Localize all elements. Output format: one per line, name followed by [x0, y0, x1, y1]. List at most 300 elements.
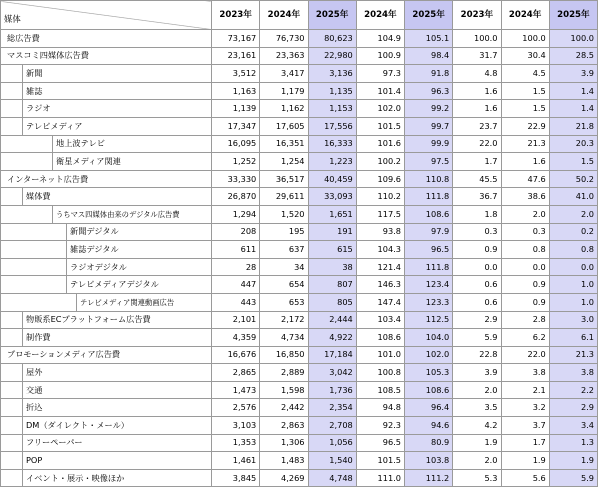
table-row: [1, 170, 598, 188]
year-header: 2024年: [260, 1, 308, 30]
row-label: インターネット広告費: [7, 173, 89, 184]
value-cell: 654: [260, 276, 308, 294]
row-label-cell: [1, 117, 212, 135]
value-cell: 2,708: [308, 417, 356, 435]
row-label: POP: [26, 455, 43, 466]
table-row: [1, 82, 598, 100]
value-cell: 110.8: [405, 170, 453, 188]
indent-spacer: [4, 83, 23, 100]
value-cell: 1,473: [212, 381, 260, 399]
value-cell: 21.3: [501, 135, 549, 153]
value-cell: 21.3: [549, 346, 597, 364]
value-cell: 17,184: [308, 346, 356, 364]
year-header: 2025年: [549, 1, 597, 30]
corner-label: 媒体: [4, 14, 21, 24]
value-cell: 2,444: [308, 311, 356, 329]
value-cell: 2,889: [260, 364, 308, 382]
value-cell: 4,922: [308, 329, 356, 347]
value-cell: 1.5: [549, 153, 597, 171]
value-cell: 3.0: [549, 311, 597, 329]
value-cell: 98.4: [405, 47, 453, 65]
value-cell: 3,417: [260, 65, 308, 83]
value-cell: 0.2: [549, 223, 597, 241]
value-cell: 100.0: [549, 30, 597, 48]
value-cell: 615: [308, 241, 356, 259]
indent-spacer: [4, 241, 67, 258]
value-cell: 2.2: [549, 381, 597, 399]
value-cell: 100.0: [453, 30, 501, 48]
row-label-cell: [1, 30, 212, 48]
value-cell: 2,442: [260, 399, 308, 417]
value-cell: 30.4: [501, 47, 549, 65]
value-cell: 0.3: [453, 223, 501, 241]
value-cell: 3,042: [308, 364, 356, 382]
value-cell: 94.8: [356, 399, 404, 417]
value-cell: 101.5: [356, 452, 404, 470]
value-cell: 1.8: [453, 205, 501, 223]
value-cell: 1.0: [549, 293, 597, 311]
value-cell: 653: [260, 293, 308, 311]
value-cell: 1,254: [260, 153, 308, 171]
value-cell: 4.2: [453, 417, 501, 435]
value-cell: 3,512: [212, 65, 260, 83]
value-cell: 96.3: [405, 82, 453, 100]
value-cell: 108.6: [405, 381, 453, 399]
row-label: 雑誌: [26, 85, 43, 96]
value-cell: 1,651: [308, 205, 356, 223]
indent-spacer: [4, 364, 23, 381]
row-label-cell: [1, 346, 212, 364]
value-cell: 22,980: [308, 47, 356, 65]
value-cell: 45.5: [453, 170, 501, 188]
value-cell: 1.5: [501, 100, 549, 118]
value-cell: 1.4: [549, 100, 597, 118]
value-cell: 97.5: [405, 153, 453, 171]
indent-spacer: [4, 435, 23, 452]
table-row: [1, 100, 598, 118]
indent-spacer: [4, 329, 23, 346]
value-cell: 0.6: [453, 293, 501, 311]
header-row: [1, 1, 598, 30]
value-cell: 101.5: [356, 117, 404, 135]
table-row: [1, 135, 598, 153]
value-cell: 3.9: [453, 364, 501, 382]
table-row: [1, 205, 598, 223]
value-cell: 111.8: [405, 188, 453, 206]
table-row: [1, 241, 598, 259]
table-row: [1, 417, 598, 435]
table-row: [1, 258, 598, 276]
value-cell: 34: [260, 258, 308, 276]
value-cell: 1,139: [212, 100, 260, 118]
value-cell: 29,611: [260, 188, 308, 206]
indent-spacer: [4, 136, 53, 153]
value-cell: 16,676: [212, 346, 260, 364]
value-cell: 38: [308, 258, 356, 276]
value-cell: 99.7: [405, 117, 453, 135]
value-cell: 2.0: [501, 205, 549, 223]
row-label-cell: [1, 47, 212, 65]
value-cell: 5.3: [453, 469, 501, 487]
year-header: 2025年: [405, 1, 453, 30]
value-cell: 6.1: [549, 329, 597, 347]
row-label: イベント・展示・映像ほか: [26, 472, 125, 483]
table-row: [1, 399, 598, 417]
value-cell: 23.7: [453, 117, 501, 135]
value-cell: 1.4: [549, 82, 597, 100]
value-cell: 111.2: [405, 469, 453, 487]
value-cell: 105.3: [405, 364, 453, 382]
indent-spacer: [4, 65, 23, 82]
value-cell: 1,223: [308, 153, 356, 171]
value-cell: 1.6: [501, 153, 549, 171]
value-cell: 2,101: [212, 311, 260, 329]
value-cell: 104.3: [356, 241, 404, 259]
indent-spacer: [4, 259, 67, 276]
table-row: [1, 30, 598, 48]
value-cell: 20.3: [549, 135, 597, 153]
value-cell: 2,354: [308, 399, 356, 417]
value-cell: 16,850: [260, 346, 308, 364]
value-cell: 0.9: [501, 276, 549, 294]
row-label-cell: [1, 241, 212, 259]
row-label-cell: [1, 223, 212, 241]
value-cell: 36,517: [260, 170, 308, 188]
value-cell: 3,136: [308, 65, 356, 83]
value-cell: 1,153: [308, 100, 356, 118]
value-cell: 92.3: [356, 417, 404, 435]
value-cell: 0.9: [501, 293, 549, 311]
value-cell: 5.6: [501, 469, 549, 487]
table-row: [1, 381, 598, 399]
value-cell: 38.6: [501, 188, 549, 206]
value-cell: 103.8: [405, 452, 453, 470]
value-cell: 91.8: [405, 65, 453, 83]
value-cell: 73,167: [212, 30, 260, 48]
value-cell: 100.0: [501, 30, 549, 48]
value-cell: 16,333: [308, 135, 356, 153]
value-cell: 17,347: [212, 117, 260, 135]
row-label-cell: [1, 417, 212, 435]
value-cell: 111.8: [405, 258, 453, 276]
value-cell: 0.8: [549, 241, 597, 259]
row-label-cell: [1, 135, 212, 153]
value-cell: 0.0: [501, 258, 549, 276]
value-cell: 99.2: [405, 100, 453, 118]
value-cell: 22.9: [501, 117, 549, 135]
value-cell: 22.0: [501, 346, 549, 364]
value-cell: 123.3: [405, 293, 453, 311]
value-cell: 191: [308, 223, 356, 241]
value-cell: 93.8: [356, 223, 404, 241]
row-label-cell: [1, 329, 212, 347]
row-label-cell: [1, 434, 212, 452]
year-header: 2024年: [501, 1, 549, 30]
value-cell: 4,748: [308, 469, 356, 487]
row-label-cell: [1, 381, 212, 399]
year-header: 2025年: [308, 1, 356, 30]
year-header: 2023年: [453, 1, 501, 30]
row-label: 衛星メディア関連: [56, 155, 121, 166]
value-cell: 0.0: [453, 258, 501, 276]
value-cell: 97.3: [356, 65, 404, 83]
value-cell: 1.5: [501, 82, 549, 100]
row-label: 交通: [26, 384, 43, 395]
row-label: ラジオ: [26, 103, 51, 114]
table-row: [1, 65, 598, 83]
value-cell: 146.3: [356, 276, 404, 294]
row-label-cell: [1, 82, 212, 100]
value-cell: 5.9: [453, 329, 501, 347]
value-cell: 2.0: [453, 452, 501, 470]
indent-spacer: [4, 382, 23, 399]
value-cell: 195: [260, 223, 308, 241]
row-label: 総広告費: [7, 32, 40, 43]
value-cell: 102.0: [405, 346, 453, 364]
value-cell: 1.7: [501, 434, 549, 452]
value-cell: 2.0: [549, 205, 597, 223]
value-cell: 3.8: [549, 364, 597, 382]
value-cell: 4,734: [260, 329, 308, 347]
value-cell: 443: [212, 293, 260, 311]
value-cell: 101.4: [356, 82, 404, 100]
value-cell: 3,103: [212, 417, 260, 435]
value-cell: 2.0: [453, 381, 501, 399]
value-cell: 2.9: [549, 399, 597, 417]
value-cell: 2.1: [501, 381, 549, 399]
row-label: 新聞デジタル: [70, 226, 119, 237]
value-cell: 101.6: [356, 135, 404, 153]
value-cell: 23,161: [212, 47, 260, 65]
value-cell: 33,093: [308, 188, 356, 206]
value-cell: 4.5: [501, 65, 549, 83]
value-cell: 0.9: [453, 241, 501, 259]
row-label: 新聞: [26, 67, 43, 78]
value-cell: 208: [212, 223, 260, 241]
indent-spacer: [4, 312, 23, 329]
value-cell: 17,605: [260, 117, 308, 135]
row-label: 雑誌デジタル: [70, 243, 119, 254]
row-label: 媒体費: [26, 191, 51, 202]
value-cell: 94.6: [405, 417, 453, 435]
row-label: 地上波テレビ: [56, 138, 105, 149]
value-cell: 28.5: [549, 47, 597, 65]
indent-spacer: [4, 224, 67, 241]
value-cell: 112.5: [405, 311, 453, 329]
value-cell: 104.0: [405, 329, 453, 347]
value-cell: 99.9: [405, 135, 453, 153]
value-cell: 108.5: [356, 381, 404, 399]
value-cell: 1,163: [212, 82, 260, 100]
row-label: テレビメディアデジタル: [70, 279, 159, 290]
value-cell: 2,863: [260, 417, 308, 435]
value-cell: 1,483: [260, 452, 308, 470]
table-row: [1, 188, 598, 206]
row-label: 屋外: [26, 367, 43, 378]
value-cell: 1,252: [212, 153, 260, 171]
row-label-cell: [1, 311, 212, 329]
table-row: [1, 117, 598, 135]
value-cell: 1,353: [212, 434, 260, 452]
table-row: [1, 153, 598, 171]
row-label-cell: [1, 399, 212, 417]
value-cell: 108.6: [356, 329, 404, 347]
value-cell: 123.4: [405, 276, 453, 294]
table-row: [1, 293, 598, 311]
table-row: [1, 223, 598, 241]
value-cell: 4.8: [453, 65, 501, 83]
value-cell: 31.7: [453, 47, 501, 65]
year-header: 2023年: [212, 1, 260, 30]
corner-header-cell: [1, 1, 212, 30]
value-cell: 40,459: [308, 170, 356, 188]
indent-spacer: [4, 100, 23, 117]
value-cell: 110.2: [356, 188, 404, 206]
row-label: フリーペーパー: [26, 437, 83, 448]
value-cell: 97.9: [405, 223, 453, 241]
value-cell: 80,623: [308, 30, 356, 48]
value-cell: 1,520: [260, 205, 308, 223]
row-label-cell: [1, 170, 212, 188]
row-label: テレビメディア: [26, 120, 83, 131]
value-cell: 4,269: [260, 469, 308, 487]
row-label-cell: [1, 452, 212, 470]
value-cell: 102.0: [356, 100, 404, 118]
value-cell: 3.2: [501, 399, 549, 417]
value-cell: 5.9: [549, 469, 597, 487]
indent-spacer: [4, 470, 23, 487]
table-row: [1, 469, 598, 487]
row-label-cell: [1, 188, 212, 206]
value-cell: 2,865: [212, 364, 260, 382]
value-cell: 41.0: [549, 188, 597, 206]
value-cell: 1.7: [453, 153, 501, 171]
row-label: 物販系ECプラットフォーム広告費: [26, 314, 151, 325]
value-cell: 100.8: [356, 364, 404, 382]
value-cell: 16,351: [260, 135, 308, 153]
table-row: [1, 452, 598, 470]
value-cell: 121.4: [356, 258, 404, 276]
indent-spacer: [4, 153, 53, 170]
value-cell: 1,306: [260, 434, 308, 452]
row-label-cell: [1, 293, 212, 311]
value-cell: 96.4: [405, 399, 453, 417]
value-cell: 103.4: [356, 311, 404, 329]
value-cell: 2,172: [260, 311, 308, 329]
value-cell: 80.9: [405, 434, 453, 452]
value-cell: 109.6: [356, 170, 404, 188]
table-row: [1, 276, 598, 294]
indent-spacer: [4, 188, 23, 205]
value-cell: 805: [308, 293, 356, 311]
value-cell: 47.6: [501, 170, 549, 188]
value-cell: 1.9: [549, 452, 597, 470]
value-cell: 0.0: [549, 258, 597, 276]
table-row: [1, 311, 598, 329]
value-cell: 3.8: [501, 364, 549, 382]
value-cell: 1.6: [453, 100, 501, 118]
row-label: ラジオデジタル: [70, 261, 127, 272]
value-cell: 76,730: [260, 30, 308, 48]
value-cell: 147.4: [356, 293, 404, 311]
year-header: 2024年: [356, 1, 404, 30]
indent-spacer: [4, 118, 23, 135]
value-cell: 1,179: [260, 82, 308, 100]
value-cell: 6.2: [501, 329, 549, 347]
indent-spacer: [4, 452, 23, 469]
indent-spacer: [4, 294, 77, 311]
value-cell: 17,556: [308, 117, 356, 135]
indent-spacer: [4, 206, 53, 223]
value-cell: 807: [308, 276, 356, 294]
row-label: テレビメディア関連動画広告: [80, 297, 175, 307]
row-label-cell: [1, 205, 212, 223]
table-row: [1, 434, 598, 452]
row-label-cell: [1, 469, 212, 487]
value-cell: 21.8: [549, 117, 597, 135]
table-row: [1, 364, 598, 382]
value-cell: 1.6: [453, 82, 501, 100]
row-label: プロモーションメディア広告費: [7, 349, 121, 360]
row-label: うちマス四媒体由来のデジタル広告費: [56, 209, 180, 219]
value-cell: 1.3: [549, 434, 597, 452]
value-cell: 3.5: [453, 399, 501, 417]
value-cell: 1.9: [501, 452, 549, 470]
row-label: 制作費: [26, 331, 51, 342]
value-cell: 96.5: [356, 434, 404, 452]
value-cell: 36.7: [453, 188, 501, 206]
row-label: マスコミ四媒体広告費: [7, 50, 89, 61]
value-cell: 4,359: [212, 329, 260, 347]
value-cell: 1,598: [260, 381, 308, 399]
value-cell: 117.5: [356, 205, 404, 223]
row-label-cell: [1, 364, 212, 382]
value-cell: 96.5: [405, 241, 453, 259]
value-cell: 1,294: [212, 205, 260, 223]
value-cell: 0.3: [501, 223, 549, 241]
value-cell: 28: [212, 258, 260, 276]
value-cell: 0.6: [453, 276, 501, 294]
value-cell: 1,736: [308, 381, 356, 399]
value-cell: 1,540: [308, 452, 356, 470]
row-label-cell: [1, 65, 212, 83]
value-cell: 22.0: [453, 135, 501, 153]
row-label: 折込: [26, 402, 43, 413]
value-cell: 1.9: [453, 434, 501, 452]
value-cell: 16,095: [212, 135, 260, 153]
value-cell: 100.9: [356, 47, 404, 65]
value-cell: 1,162: [260, 100, 308, 118]
indent-spacer: [4, 276, 67, 293]
value-cell: 33,330: [212, 170, 260, 188]
value-cell: 108.6: [405, 205, 453, 223]
value-cell: 1,135: [308, 82, 356, 100]
value-cell: 2.8: [501, 311, 549, 329]
value-cell: 23,363: [260, 47, 308, 65]
value-cell: 26,870: [212, 188, 260, 206]
value-cell: 3.9: [549, 65, 597, 83]
value-cell: 611: [212, 241, 260, 259]
value-cell: 111.0: [356, 469, 404, 487]
value-cell: 3.7: [501, 417, 549, 435]
row-label-cell: [1, 276, 212, 294]
value-cell: 101.0: [356, 346, 404, 364]
value-cell: 104.9: [356, 30, 404, 48]
value-cell: 1,056: [308, 434, 356, 452]
row-label-cell: [1, 258, 212, 276]
table-row: [1, 329, 598, 347]
indent-spacer: [4, 399, 23, 416]
